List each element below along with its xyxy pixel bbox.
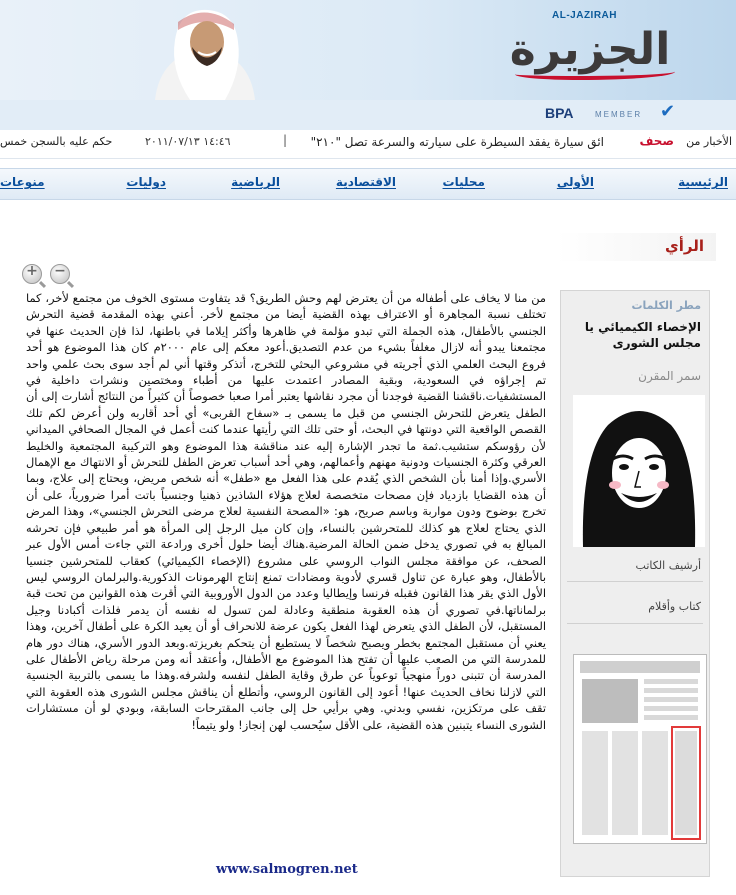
nav-item-international[interactable]: دوليات — [126, 175, 166, 189]
divider — [567, 623, 703, 624]
article-body: من منا لا يخاف على أطفاله من أن يعترض لهم وحش الطريق؟ قد يتفاوت مستوى الخوف من مجتمع لأخر، كما تختلف نسبة المجاهرة أو الاعتراف بهذه القضية أيضا من مجتمع لأخر. أعني بهذه المقدمة قضية التحرش الجنسي بالأطفال، هذه الجملة التي تبدو مؤلمة في ظاهرها وأكثر إيلاما في باطنها، لذا فإن الحديث عنها في مجتمعنا يبدو أنه لازال مغلفاً بشيء من عدم التصديق.أعود معكم إلى عام ٢٠٠٠م كان هذا الموضوع هو أحد فروع البحث العلمي الذي أجريته في مشروعي البحثي للتخرج، أتذكر وقتها أني لم أجد سوى بحث علمي واحد تم إجراؤه في السعودية، وبقية المصادر اعتمدت عليها من أطباء ومختصين ونشرات داخلية في المستشفيات.ناقشنا القضية فوجدنا أن مجرد نقاشها يعتبر أمرا صعبا خصوصاً أن كثيراً من النتائج أشارت إلى أن الطفل يتعرض للتحرش الجنسي من قبل ما يسمى بـ «سفاح القربى» أي أحد أقاربه ولن أعرض لكم تلك القصص الواقعية التي دونتها في البحث، أو حتى تلك التي رأيتها عندما كنت أعمل في المجال الصحافي الميداني لأن رؤوسكم ستشيب.ثمة ما تجدر الإشارة إليه عند مناقشة هذا الموضوع وهو التركيبة المجتمعية والخليط العرقي وكثرة الجنسيات ودونية مهنهم وأعمالهم، وهي أحد أسباب تعرض الطفل للتحرش أو الانتهاك مع الإهمال الأسري.وإذا أمنا بأن الشخص الذي يُقدم على هذا الفعل مع «طفل» أنه شخص مريض، ويحتاج إلى علاج، وبما أن هذه القضايا بازدياد فإن مصحات متخصصة لعلاج هؤلاء الشاذين ذهنيا وجنسياً باتت أمرا ضرورياً، على أن تخرج بوضوح ودون مواربة وباسم صريح، هو: «المصحة النفسية لعلاج مرضى التحرش الجنسي»، وهذا المرض الذي يحتاج لعلاج هو كذلك للمتحرشين بالنساء، وإن كان ميل الرجل إلى المرأة هو أمر طبيعي فإن تحرشه المبالغ به في تصوري يدخل ضمن الحالة المرضية.هناك أيضا حلول أخرى ورادعة التي جاءت أمس الأول عبر الصحف، عن موافقة مجلس النواب الروسي على مشروع (الإخصاء الكيميائي) كعقاب للمتحرشين جنسيا بالأطفال، وهو عبارة عن تناول قسري لأدوية ومضادات تمنع إنتاج الهرمونات الذكورية.والبرلمان الروسي ليس الأول الذي يقر هذا القانون فقبله فرنسا وإيطاليا وعدد من الدول الأوروبية التي أقرت هذه القوانين من تحت قبة برلماناتها.في تصوري أن هذه العقوبة منطقية وعادلة لمن تسول له نفسه أن يدمر فلذات أكبادنا وجيل المستقبل، لأن الطفل الذي يتعرض لهذا الفعل يكون عرضة للانحراف أو أن يعيد الكرة على أطفال آخرين، وهذا يعني أن مستقبل المجتمع بخطر ويصبح شخصاً لا يستطيع أن يتحكم بغريزته.وبعد الدور الأسري، هناك دور هام للمدرسة التي من الصعب عليها أن تفتح هذا الموضوع مع الأطفال، وأعتقد أنه ومن مرحلة رياض الأطفال على المدرسة أن تتبنى دوراً منهجياً توعوياً عن طرق وقاية الطفل لنفسه ولشرفه.وهذا ما يسمى بالتربية الجنسية التي لازلنا نخاف الحديث عنها! أعود إلى القانون الروسي، وأتطلع أن يناقش مجلس الشورى هذه العقوبة التي تقف على مرتكزين، نفسي وبدني. وهي برأيي حل إلى جانب المقترحات السابقة، وبودي لو أن مستشارات الشورى النساء يتبنين هذه القضية، على الأقل سيُحسب لهن إنجاز! ولو يتيماً! — [26, 291, 546, 732]
divider — [567, 581, 703, 582]
site-header — [0, 0, 736, 100]
bpa-member-text: MEMBER — [595, 110, 643, 119]
footer-url[interactable]: www.salmogren.net — [216, 862, 358, 877]
bpa-logo: BPA — [545, 105, 574, 121]
zoom-out-icon[interactable]: − — [50, 264, 70, 284]
ticker-headline-next[interactable]: حكم عليه بالسجن خمس — [0, 135, 113, 148]
author-archive-link[interactable]: أرشيف الكاتب — [635, 559, 701, 572]
nav-item-sports[interactable]: الرياضية — [231, 175, 280, 189]
nav-item-home[interactable]: الرئيسية — [678, 175, 728, 189]
column-name: مطر الكلمات — [631, 299, 701, 312]
writers-link[interactable]: كتاب وأقلام — [648, 600, 701, 613]
newspaper-page-thumbnail[interactable] — [573, 654, 707, 844]
article-title: الإخصاء الكيميائي يا مجلس الشورى — [584, 320, 701, 350]
nav-item-economy[interactable]: الاقتصادية — [335, 175, 396, 189]
ticker-label: الأخبار من — [686, 135, 732, 148]
author-portrait — [573, 395, 705, 547]
news-ticker — [0, 130, 736, 159]
banner-person-image — [130, 0, 280, 100]
nav-item-misc[interactable]: منوعات — [0, 175, 45, 189]
nav-item-first[interactable]: الأولى — [556, 175, 594, 189]
section-title: الرأي — [665, 237, 704, 255]
ticker-headline[interactable]: ائق سيارة يفقد السيطرة على سيارته والسرعة تصل "٢١٠" — [310, 135, 604, 149]
nav-item-local[interactable]: محليات — [442, 175, 485, 189]
site-logo[interactable]: الجزيرة — [509, 24, 671, 75]
check-icon: ✔ — [660, 101, 676, 122]
main-nav — [0, 168, 736, 200]
section-title-box — [556, 233, 716, 261]
zoom-in-icon[interactable]: + — [22, 264, 42, 284]
ticker-datetime: ١٤:٤٦ ٢٠١١/٠٧/١٣ — [145, 135, 231, 148]
ticker-source-logo: صحف — [639, 134, 674, 148]
logo-latin-text: AL-JAZIRAH — [552, 10, 617, 21]
ticker-separator: | — [283, 133, 288, 147]
author-sidebar — [560, 290, 710, 877]
author-name[interactable]: سمر المقرن — [638, 369, 701, 383]
